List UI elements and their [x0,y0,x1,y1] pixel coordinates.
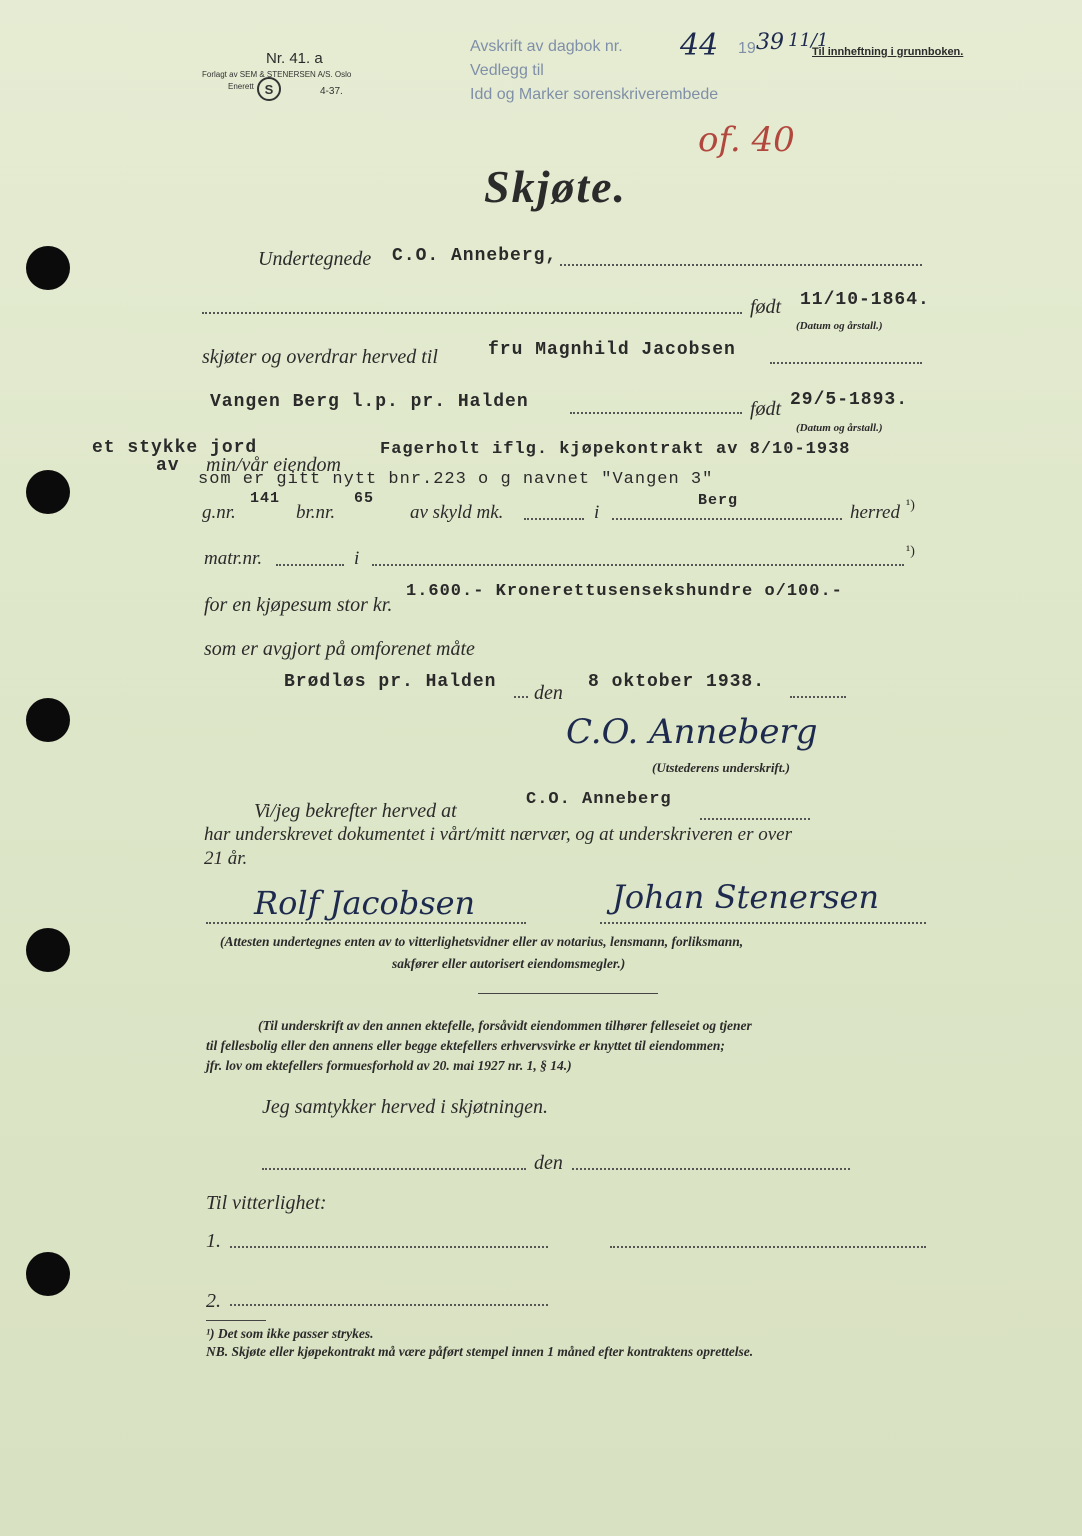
buyer-birth: 29/5-1893. [790,390,909,410]
registration-note: Til innheftning i grunnboken. [812,46,964,58]
footnote-mark-2: ¹) [906,544,915,559]
margin-insert-1: et stykke jord [92,438,258,458]
footnote-mark-1: ¹) [906,498,915,513]
fodt-label-2: født [750,398,782,420]
herred-label: herred [850,502,900,523]
seller-birth: 11/10-1864. [800,290,930,310]
sum-label: for en kjøpesum stor kr. [204,594,393,616]
binder-hole-2 [26,470,70,514]
stamp-office: Idd og Marker sorenskriverembede [470,86,719,103]
dagbok-number: 44 [680,28,719,63]
gnr-value: 141 [250,490,281,507]
publisher-enerett: Enerett [228,82,254,91]
binder-hole-4 [26,928,70,972]
utsteder-note: (Utstederens underskrift.) [652,760,790,775]
margin-insert-2: av [156,456,180,476]
gnr-label: g.nr. [202,502,236,523]
bnr-label: br.nr. [296,502,336,523]
transfer-label: skjøter og overdrar herved til [202,346,438,368]
attest-note-1: (Attesten undertegnes enten av to vitterlighetsvidner eller av notarius, lensmann, forliksmann, [220,934,744,949]
undertegnede-label: Undertegnede [258,248,372,270]
buyer-name: fru Magnhild Jacobsen [488,340,736,360]
property-label: min/vår eiendom [206,454,341,476]
spouse-note-1: (Til underskrift av den annen ektefelle, forsåvidt eiendommen tilhører felleseiet og tjener [258,1018,752,1033]
confirm-label: Vi/jeg bekrefter herved at [254,800,457,822]
witness-num-1: 1. [206,1230,221,1252]
margin-note-red: of. 40 [698,120,795,160]
stamp-avskrift: Avskrift av dagbok nr. [470,38,623,55]
den-label-2: den [534,1152,563,1174]
sum-value: 1.600.- Kronerettusensekshundre o/100.- [406,582,843,601]
spouse-note-2: til fellesbolig eller den annens eller begge ektefellers erhvervsvirke er knyttet til eiendommen; [206,1038,725,1053]
herred-value: Berg [698,492,739,509]
i-label-2: i [354,548,360,569]
year-handwritten: 39 [756,30,784,55]
form-date: 4-37. [320,86,343,97]
den-label-1: den [534,682,563,704]
signed-text: har underskrevet dokumentet i vårt/mitt nærvær, og at underskriveren er over [204,824,793,845]
page-title: Skjøte. [484,161,628,212]
buyer-address: Vangen Berg l.p. pr. Halden [210,392,529,412]
age-text: 21 år. [204,848,248,869]
publisher-line: Forlagt av SEM & STENERSEN A/S. Oslo [202,70,352,79]
datum-note-1: (Datum og årstall.) [796,320,883,332]
spouse-note-3: jfr. lov om ektefellers formuesforhold av 20. mai 1927 nr. 1, § 14.) [206,1058,572,1073]
matr-label: matr.nr. [204,548,263,569]
attest-note-2: sakfører eller autorisert eiendomsmegler.) [392,956,626,971]
svg-text:S: S [264,82,274,97]
seller-signature: C.O. Anneberg [566,712,818,752]
form-number: Nr. 41. a [266,50,323,67]
property-desc-2: som er gitt nytt bnr.223 o g navnet "Vangen 3" [198,470,714,489]
witness1-signature: Rolf Jacobsen [254,884,476,922]
bnr-value: 65 [354,490,375,507]
date-mark: 11/1 [788,30,829,51]
footnote-2: NB. Skjøte eller kjøpekontrakt må være påført stempel innen 1 måned efter kontraktens oprettelse. [206,1344,754,1359]
fodt-label-1: født [750,296,782,318]
binder-hole-3 [26,698,70,742]
seller-name: C.O. Anneberg, [392,246,558,266]
binder-hole-5 [26,1252,70,1296]
date: 8 oktober 1938. [588,672,766,692]
publisher-logo [256,76,282,102]
confirm-name: C.O. Anneberg [526,790,672,809]
agreed-label: som er avgjort på omforenet måte [204,638,475,660]
datum-note-2: (Datum og årstall.) [796,422,883,434]
divider [478,993,658,994]
property-desc: Fagerholt iflg. kjøpekontrakt av 8/10-1938 [380,440,851,459]
i-label-1: i [594,502,600,523]
skyld-label: av skyld mk. [410,502,504,523]
footnote-divider [206,1320,266,1321]
place: Brødløs pr. Halden [284,672,497,692]
year-prefix: 19 [738,40,756,57]
binder-hole-1 [26,246,70,290]
witness-num-2: 2. [206,1290,221,1312]
witness-label: Til vitterlighet: [206,1192,327,1214]
stamp-vedlegg: Vedlegg til [470,62,544,79]
witness2-signature: Johan Stenersen [612,878,880,916]
footnote-1: ¹) Det som ikke passer strykes. [206,1326,374,1341]
consent-label: Jeg samtykker herved i skjøtningen. [262,1096,549,1118]
